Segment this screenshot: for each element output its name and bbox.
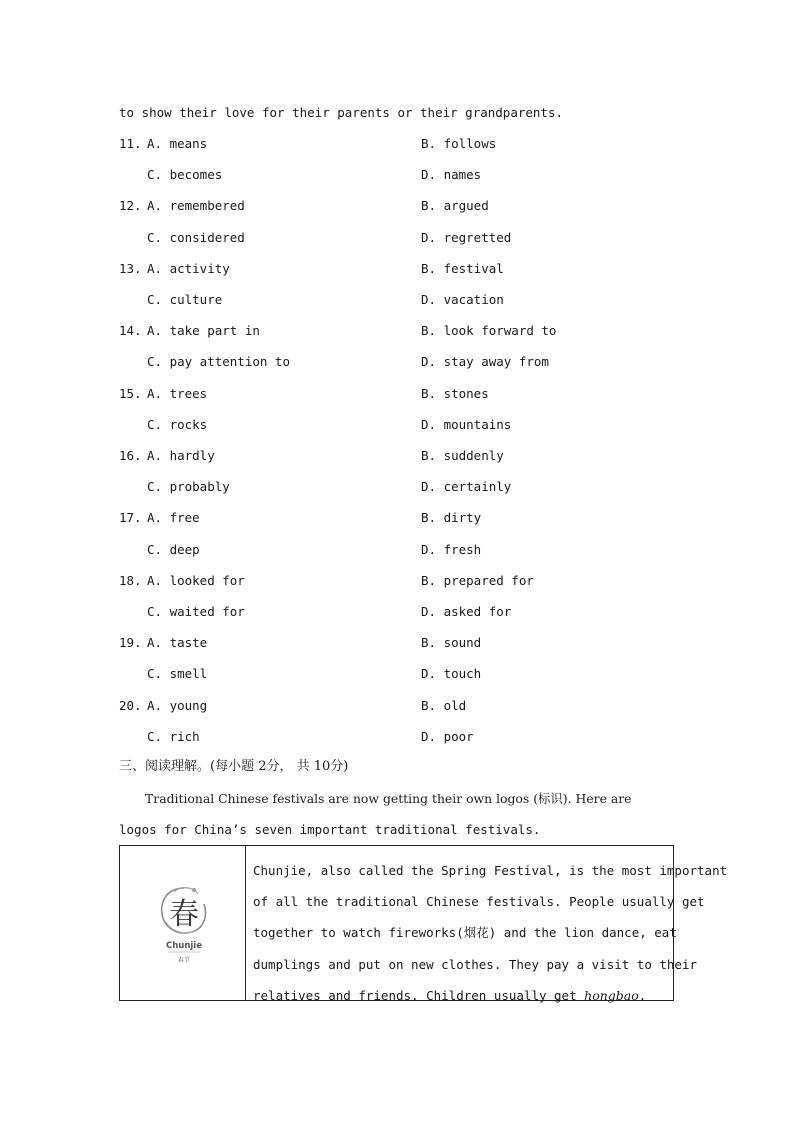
option-c: C. rocks (147, 416, 208, 432)
option-d: D. poor (421, 728, 474, 744)
description-line-3: together to watch fireworks(烟花) and the lion dance, eat (253, 925, 677, 941)
option-d: D. touch (421, 666, 482, 682)
option-b: B. dirty (421, 510, 482, 526)
option-d: D. fresh (421, 541, 482, 557)
logo-caption: 春节 (177, 957, 191, 964)
option-d: D. certainly (421, 479, 512, 495)
question-number: 16. (119, 448, 142, 463)
option-b: B. prepared for (421, 572, 534, 588)
logo-glyph: 春 (169, 897, 199, 932)
option-a: A. looked for (147, 572, 245, 588)
option-d: D. asked for (421, 604, 512, 619)
option-a: A. hardly (147, 448, 215, 463)
option-c: C. culture (147, 292, 223, 307)
option-a: A. activity (147, 260, 230, 276)
festival-table (119, 845, 728, 1003)
description-line-2: of all the traditional Chinese festivals. People usually get (253, 894, 705, 910)
option-d: D. vacation (421, 292, 504, 307)
question-number: 18. (119, 572, 142, 588)
option-d: D. names (421, 167, 482, 183)
option-a: A. free (147, 510, 200, 526)
option-a: A. means (147, 136, 208, 151)
option-b: B. look forward to (421, 323, 557, 339)
option-b: B. stones (421, 385, 489, 401)
question-number: 19. (119, 635, 142, 651)
question-number: 14. (119, 323, 142, 339)
option-d: D. stay away from (421, 354, 549, 370)
option-b: B. old (421, 697, 467, 713)
option-c: C. deep (147, 541, 200, 557)
option-c: C. rich (147, 728, 200, 744)
chunjie-logo-icon (154, 882, 214, 972)
description-line-5 (253, 980, 667, 1011)
question-number: 17. (119, 510, 142, 526)
description-line-4: dumplings and put on new clothes. They pay a visit to their (253, 956, 698, 972)
description-line-5-end: . (638, 987, 647, 1003)
table-divider (245, 846, 246, 1000)
question-number: 15. (119, 385, 142, 401)
option-c: C. probably (147, 479, 230, 495)
option-a: A. young (147, 697, 208, 713)
option-b: B. festival (421, 260, 504, 276)
question-number: 20. (119, 697, 142, 713)
intro-line-1: Traditional Chinese festivals are now getting their own logos (标识). Here are (145, 791, 632, 806)
option-b: B. suddenly (421, 448, 504, 463)
option-a: A. trees (147, 385, 208, 401)
option-b: B. argued (421, 198, 489, 214)
option-c: C. smell (147, 666, 208, 682)
intro-line-2: logos for China’s seven important traditional festivals. (119, 822, 541, 837)
option-a: A. taste (147, 635, 208, 651)
question-number: 11. (119, 136, 142, 151)
option-c: C. considered (147, 229, 245, 245)
option-c: C. waited for (147, 604, 245, 619)
chunjie-description (253, 855, 728, 1011)
description-line-5-start: relatives and friends. Children usually get (253, 987, 585, 1003)
option-d: D. mountains (421, 416, 512, 432)
option-a: A. take part in (147, 323, 260, 339)
option-a: A. remembered (147, 198, 245, 214)
section-title: 三、阅读理解。(每小题 2分， 共 10分) (119, 759, 349, 774)
option-c: C. becomes (147, 167, 223, 183)
option-b: B. follows (421, 136, 497, 151)
option-c: C. pay attention to (147, 354, 290, 370)
description-line-1: Chunjie, also called the Spring Festival, is the most important (253, 863, 728, 878)
hongbao-term: hongbao (584, 987, 639, 1003)
option-b: B. sound (421, 635, 482, 651)
question-number: 12. (119, 198, 142, 214)
question-number: 13. (119, 260, 142, 276)
logo-latin: Chunjie (166, 941, 202, 951)
option-d: D. regretted (421, 229, 512, 245)
passage-tail: to show their love for their parents or their grandparents. (119, 105, 564, 120)
